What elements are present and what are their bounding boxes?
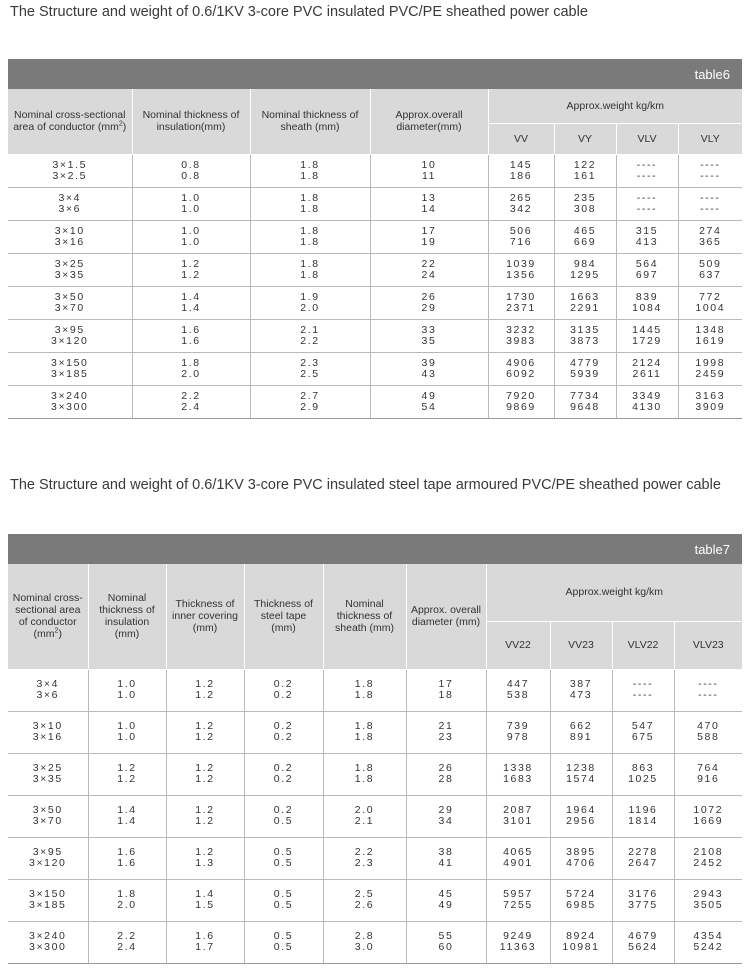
table-cell: 10 11: [370, 154, 488, 187]
table-cell: 4679 5624: [612, 921, 674, 963]
table-cell: 764 916: [674, 753, 742, 795]
table-cell: 39 43: [370, 352, 488, 385]
table-cell: 1964 2956: [550, 795, 612, 837]
table-cell: 2087 3101: [486, 795, 550, 837]
table-cell: 0.8 0.8: [132, 154, 250, 187]
table-cell: 3×10 3×16: [8, 711, 88, 753]
table-cell: 274 365: [678, 220, 742, 253]
table-cell: 0.5 0.5: [244, 921, 323, 963]
table-cell: 122 161: [554, 154, 616, 187]
table-cell: 1348 1619: [678, 319, 742, 352]
table6-banner: [8, 59, 742, 89]
table-cell: 2124 2611: [616, 352, 678, 385]
t7-header-steel-tape: Thickness of steel tape (mm): [244, 564, 323, 669]
table-cell: 8924 10981: [550, 921, 612, 963]
table-cell: 29 34: [406, 795, 486, 837]
table-cell: 4065 4901: [486, 837, 550, 879]
table-cell: 3895 4706: [550, 837, 612, 879]
table-cell: 17 18: [406, 669, 486, 711]
table-cell: ---- ----: [678, 187, 742, 220]
table-cell: 1.8 1.8: [250, 187, 370, 220]
table-cell: 1.8 1.8: [323, 753, 406, 795]
table-cell: 3232 3983: [488, 319, 554, 352]
table-cell: 1.8 1.8: [323, 669, 406, 711]
table-row: [8, 795, 742, 837]
table-row: [8, 187, 742, 220]
table-cell: 4354 5242: [674, 921, 742, 963]
table-cell: 839 1084: [616, 286, 678, 319]
table-row: [8, 711, 742, 753]
table-cell: 470 588: [674, 711, 742, 753]
table-cell: 1.8 1.8: [250, 154, 370, 187]
table-cell: 739 978: [486, 711, 550, 753]
table-cell: 1663 2291: [554, 286, 616, 319]
t6-header-vv: VV: [488, 123, 554, 154]
table-cell: ---- ----: [616, 187, 678, 220]
table-cell: 3×240 3×300: [8, 921, 88, 963]
table-cell: 4779 5939: [554, 352, 616, 385]
table-row: [8, 286, 742, 319]
table-cell: 3×50 3×70: [8, 795, 88, 837]
table-cell: 13 14: [370, 187, 488, 220]
table-cell: 1.8 2.0: [132, 352, 250, 385]
table-cell: 2.2 2.4: [132, 385, 250, 418]
table-cell: 1.4 1.4: [132, 286, 250, 319]
table-cell: 3×240 3×300: [8, 385, 132, 418]
table-cell: 7920 9869: [488, 385, 554, 418]
table-cell: 3×10 3×16: [8, 220, 132, 253]
table-cell: 1.0 1.0: [132, 220, 250, 253]
table-cell: 22 24: [370, 253, 488, 286]
table-cell: 863 1025: [612, 753, 674, 795]
table-cell: 1338 1683: [486, 753, 550, 795]
table-cell: 3349 4130: [616, 385, 678, 418]
table-row: [8, 319, 742, 352]
table-cell: 0.2 0.2: [244, 669, 323, 711]
table-cell: ---- ----: [674, 669, 742, 711]
table-cell: ---- ----: [678, 154, 742, 187]
table6: [8, 89, 742, 419]
table-cell: 506 716: [488, 220, 554, 253]
table-cell: 26 28: [406, 753, 486, 795]
table-cell: 3×25 3×35: [8, 753, 88, 795]
table-row: [8, 669, 742, 711]
t7-header-vv22: VV22: [486, 621, 550, 669]
table-cell: 1.6 1.6: [132, 319, 250, 352]
table-cell: 1.6 1.7: [166, 921, 244, 963]
table-cell: 17 19: [370, 220, 488, 253]
table-row: [8, 352, 742, 385]
table-cell: 2278 2647: [612, 837, 674, 879]
table-cell: 3135 3873: [554, 319, 616, 352]
t6-header-vlv: VLV: [616, 123, 678, 154]
table-cell: 3×95 3×120: [8, 319, 132, 352]
table-cell: 21 23: [406, 711, 486, 753]
table-cell: 55 60: [406, 921, 486, 963]
table-cell: 509 637: [678, 253, 742, 286]
table-cell: 5724 6985: [550, 879, 612, 921]
table-cell: 3×1.5 3×2.5: [8, 154, 132, 187]
table-cell: 1.2 1.2: [166, 711, 244, 753]
table-cell: 1.0 1.0: [88, 711, 166, 753]
table-cell: 3×150 3×185: [8, 352, 132, 385]
table-cell: 2.5 2.6: [323, 879, 406, 921]
table-cell: 2943 3505: [674, 879, 742, 921]
table-cell: 1.2 1.2: [166, 669, 244, 711]
table-cell: 0.5 0.5: [244, 879, 323, 921]
table-cell: 33 35: [370, 319, 488, 352]
table-cell: 1196 1814: [612, 795, 674, 837]
t7-header-diameter: Approx. overall diameter (mm): [406, 564, 486, 669]
t7-header-vv23: VV23: [550, 621, 612, 669]
table-cell: 3×50 3×70: [8, 286, 132, 319]
table-cell: 772 1004: [678, 286, 742, 319]
t7-header-inner-covering: Thickness of inner covering (mm): [166, 564, 244, 669]
table-cell: 3×4 3×6: [8, 187, 132, 220]
table6-body: [8, 154, 742, 418]
table-cell: 2.2 2.4: [88, 921, 166, 963]
table-cell: 1445 1729: [616, 319, 678, 352]
t6-header-sheath: Nominal thickness of sheath (mm): [250, 89, 370, 154]
table-row: [8, 220, 742, 253]
table-cell: ---- ----: [612, 669, 674, 711]
t7-header-area: Nominal cross-sectional area of conductor $(mm^2)$: [8, 564, 88, 669]
t6-header-diameter: Approx.overall diameter(mm): [370, 89, 488, 154]
t7-header-sheath: Nominal thickness of sheath (mm): [323, 564, 406, 669]
table-cell: 45 49: [406, 879, 486, 921]
table-cell: 387 473: [550, 669, 612, 711]
table-row: [8, 753, 742, 795]
t6-header-insulation: Nominal thickness of insulation(mm): [132, 89, 250, 154]
t7-header-insulation: Nominal thickness of insulation (mm): [88, 564, 166, 669]
table6-label: table6: [694, 67, 730, 82]
table-cell: 235 308: [554, 187, 616, 220]
table-cell: 1.4 1.4: [88, 795, 166, 837]
table-cell: 1039 1356: [488, 253, 554, 286]
table-cell: 2.1 2.2: [250, 319, 370, 352]
table-cell: 3×25 3×35: [8, 253, 132, 286]
table-cell: 26 29: [370, 286, 488, 319]
table7-title: The Structure and weight of 0.6/1KV 3-core PVC insulated steel tape armoured PVC/PE sheathed power cable: [10, 477, 721, 493]
table7-banner: [8, 534, 742, 564]
table-cell: 1.2 1.2: [132, 253, 250, 286]
table-cell: 1.6 1.6: [88, 837, 166, 879]
table-cell: 1730 2371: [488, 286, 554, 319]
table-cell: 1.2 1.3: [166, 837, 244, 879]
table-cell: 0.2 0.5: [244, 795, 323, 837]
table-cell: 38 41: [406, 837, 486, 879]
table-cell: 1.8 2.0: [88, 879, 166, 921]
table-row: [8, 879, 742, 921]
t7-header-vlv23: VLV23: [674, 621, 742, 669]
table-cell: 315 413: [616, 220, 678, 253]
table-cell: 145 186: [488, 154, 554, 187]
table-row: [8, 837, 742, 879]
t7-header-vlv22: VLV22: [612, 621, 674, 669]
table-cell: ---- ----: [616, 154, 678, 187]
table-cell: 0.2 0.2: [244, 711, 323, 753]
table-cell: 265 342: [488, 187, 554, 220]
table-cell: 2.0 2.1: [323, 795, 406, 837]
table-cell: 1.0 1.0: [88, 669, 166, 711]
table6-title: The Structure and weight of 0.6/1KV 3-core PVC insulated PVC/PE sheathed power cable: [10, 4, 588, 20]
table-cell: 1.2 1.2: [88, 753, 166, 795]
table-cell: 1.8 1.8: [323, 711, 406, 753]
table-row: [8, 154, 742, 187]
table-cell: 2.2 2.3: [323, 837, 406, 879]
table-cell: 1238 1574: [550, 753, 612, 795]
table-cell: 1.8 1.8: [250, 220, 370, 253]
table7-label: table7: [694, 542, 730, 557]
table-cell: 547 675: [612, 711, 674, 753]
table-cell: 2.7 2.9: [250, 385, 370, 418]
table-cell: 3176 3775: [612, 879, 674, 921]
table7: [8, 564, 742, 964]
table-cell: 2.3 2.5: [250, 352, 370, 385]
table-cell: 1998 2459: [678, 352, 742, 385]
table-cell: 1.2 1.2: [166, 795, 244, 837]
t6-header-area: Nominal cross-sectional area of conductor $(mm^2)$: [8, 89, 132, 154]
t6-header-vly: VLY: [678, 123, 742, 154]
table-cell: 1072 1669: [674, 795, 742, 837]
table-cell: 1.8 1.8: [250, 253, 370, 286]
table-row: [8, 385, 742, 418]
table-cell: 465 669: [554, 220, 616, 253]
table-cell: 1.0 1.0: [132, 187, 250, 220]
table-cell: 1.2 1.2: [166, 753, 244, 795]
table-cell: 984 1295: [554, 253, 616, 286]
t6-header-vy: VY: [554, 123, 616, 154]
table7-body: [8, 669, 742, 963]
table-cell: 3×4 3×6: [8, 669, 88, 711]
table-cell: 5957 7255: [486, 879, 550, 921]
table-cell: 0.5 0.5: [244, 837, 323, 879]
table-cell: 662 891: [550, 711, 612, 753]
table-cell: 3×95 3×120: [8, 837, 88, 879]
table-row: [8, 921, 742, 963]
table-cell: 2108 2452: [674, 837, 742, 879]
table-cell: 4906 6092: [488, 352, 554, 385]
table-cell: 0.2 0.2: [244, 753, 323, 795]
table-cell: 1.4 1.5: [166, 879, 244, 921]
table-cell: 1.9 2.0: [250, 286, 370, 319]
table-cell: 564 697: [616, 253, 678, 286]
t7-header-weight: Approx.weight kg/km: [486, 564, 742, 621]
table-row: [8, 253, 742, 286]
table-cell: 9249 11363: [486, 921, 550, 963]
table-cell: 3×150 3×185: [8, 879, 88, 921]
table-cell: 447 538: [486, 669, 550, 711]
table-cell: 7734 9648: [554, 385, 616, 418]
t6-header-weight: Approx.weight kg/km: [488, 89, 742, 123]
table-cell: 49 54: [370, 385, 488, 418]
table-cell: 2.8 3.0: [323, 921, 406, 963]
table-cell: 3163 3909: [678, 385, 742, 418]
